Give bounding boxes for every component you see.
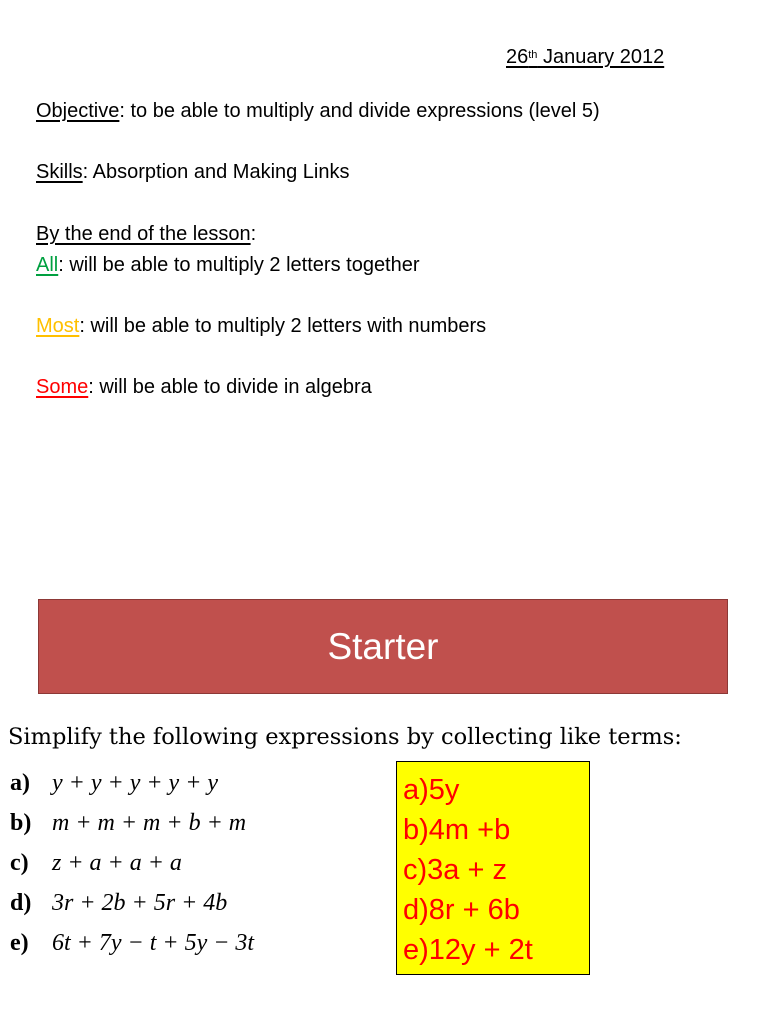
outcome-most: [36, 314, 486, 338]
question-row: [10, 845, 182, 881]
objective-line: [36, 99, 600, 123]
answer-item: a)5y: [403, 774, 460, 806]
date-day: 26: [506, 46, 529, 68]
question-expression: z + a + a + a: [52, 850, 182, 876]
skills-label: Skills: [36, 161, 83, 183]
answer-item: c)3a + z: [403, 854, 507, 886]
starter-banner: [38, 599, 728, 694]
outcome-most-text: : will be able to multiply 2 letters with numbers: [79, 315, 487, 337]
outcome-some-text: : will be able to divide in algebra: [88, 376, 372, 398]
question-row: [10, 885, 227, 921]
answers-box: [396, 761, 590, 975]
answer-item: e)12y + 2t: [403, 934, 533, 966]
question-row: [10, 925, 254, 961]
question-expression: 6t + 7y − t + 5y − 3t: [52, 930, 255, 956]
lesson-end-heading: [36, 222, 256, 246]
question-row: [10, 765, 218, 801]
outcome-some-label: Some: [36, 376, 89, 398]
question-label: d): [10, 890, 32, 916]
skills-text: : Absorption and Making Links: [82, 161, 350, 183]
question-label: e): [10, 930, 29, 956]
lesson-end-heading-suffix: :: [250, 223, 257, 245]
question-label: a): [10, 770, 30, 796]
outcome-most-label: Most: [36, 315, 80, 337]
starter-instruction: Simplify the following expressions by collecting like terms:: [8, 724, 682, 750]
objective-label: Objective: [36, 100, 120, 122]
outcome-all-label: All: [36, 254, 59, 276]
lesson-date: [506, 45, 664, 69]
outcome-some: [36, 375, 372, 399]
question-label: b): [10, 810, 32, 836]
question-label: c): [10, 850, 29, 876]
lesson-end-heading-label: By the end of the lesson: [36, 223, 251, 245]
objective-text: : to be able to multiply and divide expressions (level 5): [119, 100, 600, 122]
question-expression: y + y + y + y + y: [52, 770, 219, 796]
answer-item: d)8r + 6b: [403, 894, 520, 926]
skills-line: [36, 160, 350, 184]
question-expression: m + m + m + b + m: [52, 810, 247, 836]
answer-item: b)4m +b: [403, 814, 511, 846]
question-row: [10, 805, 246, 841]
outcome-all: [36, 253, 420, 277]
starter-title: Starter: [327, 625, 439, 667]
date-rest: January 2012: [537, 46, 665, 68]
question-expression: 3r + 2b + 5r + 4b: [52, 890, 228, 916]
outcome-all-text: : will be able to multiply 2 letters together: [58, 254, 420, 276]
date-suffix: th: [528, 49, 538, 61]
